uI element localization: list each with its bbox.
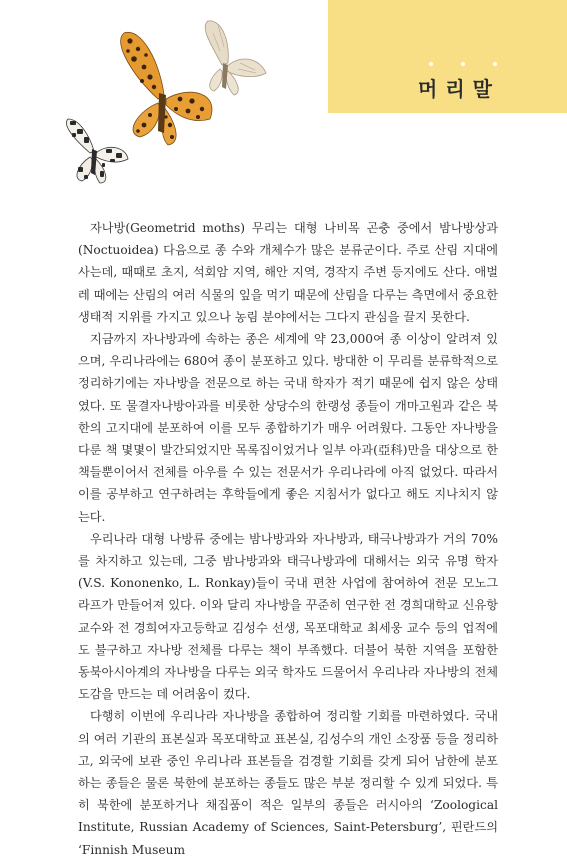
paragraph: 다행히 이번에 우리나라 자나방을 종합하여 정리할 기회를 마련하였다. 국내의 여러 기관의 표본실과 목포대학교 표본실, 김성수의 개인 소장품 등을 정리하고, 외국에 보관 중인 우리나라 표본들을 검경할 기회를 갖게 되어 남한에 분포하는 종들은 물론 북한에 분포하는 종들도 많은 부분 정리할 수 있게 되었다. 특히 북한에 분포하거나 채집품이 적은 일부의 종들은 러시아의 ‘Zoological Institute, Russian Academy of Sciences, Saint-Petersburg’, 핀란드의 ‘Finnish Museum [78, 709, 498, 857]
paragraph: 우리나라 대형 나방류 중에는 밤나방과와 자나방과, 태극나방과가 거의 70%를 차지하고 있는데, 그중 밤나방과와 태극나방과에 대해서는 외국 유명 학자(V.S. Kononenko, L. Ronkay)들이 국내 편찬 사업에 참여하여 전문 모노그라프가 만들어져 있다. 이와 달리 자나방을 꾸준히 연구한 전 경희대학교 신유항 교수와 전 경희여자고등학교 김성수 선생, 목포대학교 최세웅 교수 등의 업적에도 불구하고 자나방 전체를 다루는 책이 부족했다. 더불어 북한 지역을 포함한 동북아시아계의 자나방을 다루는 외국 학자도 드물어서 우리나라 자나방의 전체 도감을 만드는 데 어려움이 컸다. [78, 531, 498, 702]
title-dots [429, 62, 497, 66]
dot-icon [429, 62, 433, 66]
preface-body [78, 217, 498, 861]
dot-icon [493, 62, 497, 66]
paragraph: 지금까지 자나방과에 속하는 종은 세계에 약 23,000여 종 이상이 알려져 있으며, 우리나라에는 680여 종이 분포하고 있다. 방대한 이 무리를 분류학적으로 정리하기에는 자나방을 전문으로 하는 국내 학자가 적기 때문에 쉽지 않은 상태였다. 또 물결자나방아과를 비롯한 상당수의 한랭성 종들이 개마고원과 같은 북한의 고지대에 분포하여 이를 모두 종합하기가 매우 어려웠다. 그동안 자나방을 다룬 책 몇몇이 발간되었지만 목록집이었거나 일부 아과(亞科)만을 대상으로 한 책들뿐이어서 전체를 아우를 수 있는 전문서가 우리나라에 아직 없었다. 따라서 이를 공부하고 연구하려는 후학들에게 좋은 지침서가 없다고 해도 지나치지 않는다. [78, 332, 498, 524]
page-title: 머리말 [418, 77, 500, 101]
orange-moth-icon [121, 32, 212, 145]
pale-moth-icon [205, 21, 266, 95]
dot-icon [461, 62, 465, 66]
white-black-moth-icon [66, 119, 128, 183]
moth-illustration-icon [50, 15, 280, 190]
paragraph: 자나방(Geometrid moths) 무리는 대형 나비목 곤충 중에서 밤나방상과(Noctuoidea) 다음으로 종 수와 개체수가 많은 분류군이다. 주로 산림 지대에 사는데, 때때로 초지, 석회암 지역, 해안 지역, 경작지 주변 등지에도 산다. 애벌레 때에는 산림의 여러 식물의 잎을 먹기 때문에 산림을 다루는 측면에서 중요한 생태적 지위를 가지고 있으나 농림 분야에서는 그다지 관심을 끌지 못한다. [78, 221, 498, 324]
